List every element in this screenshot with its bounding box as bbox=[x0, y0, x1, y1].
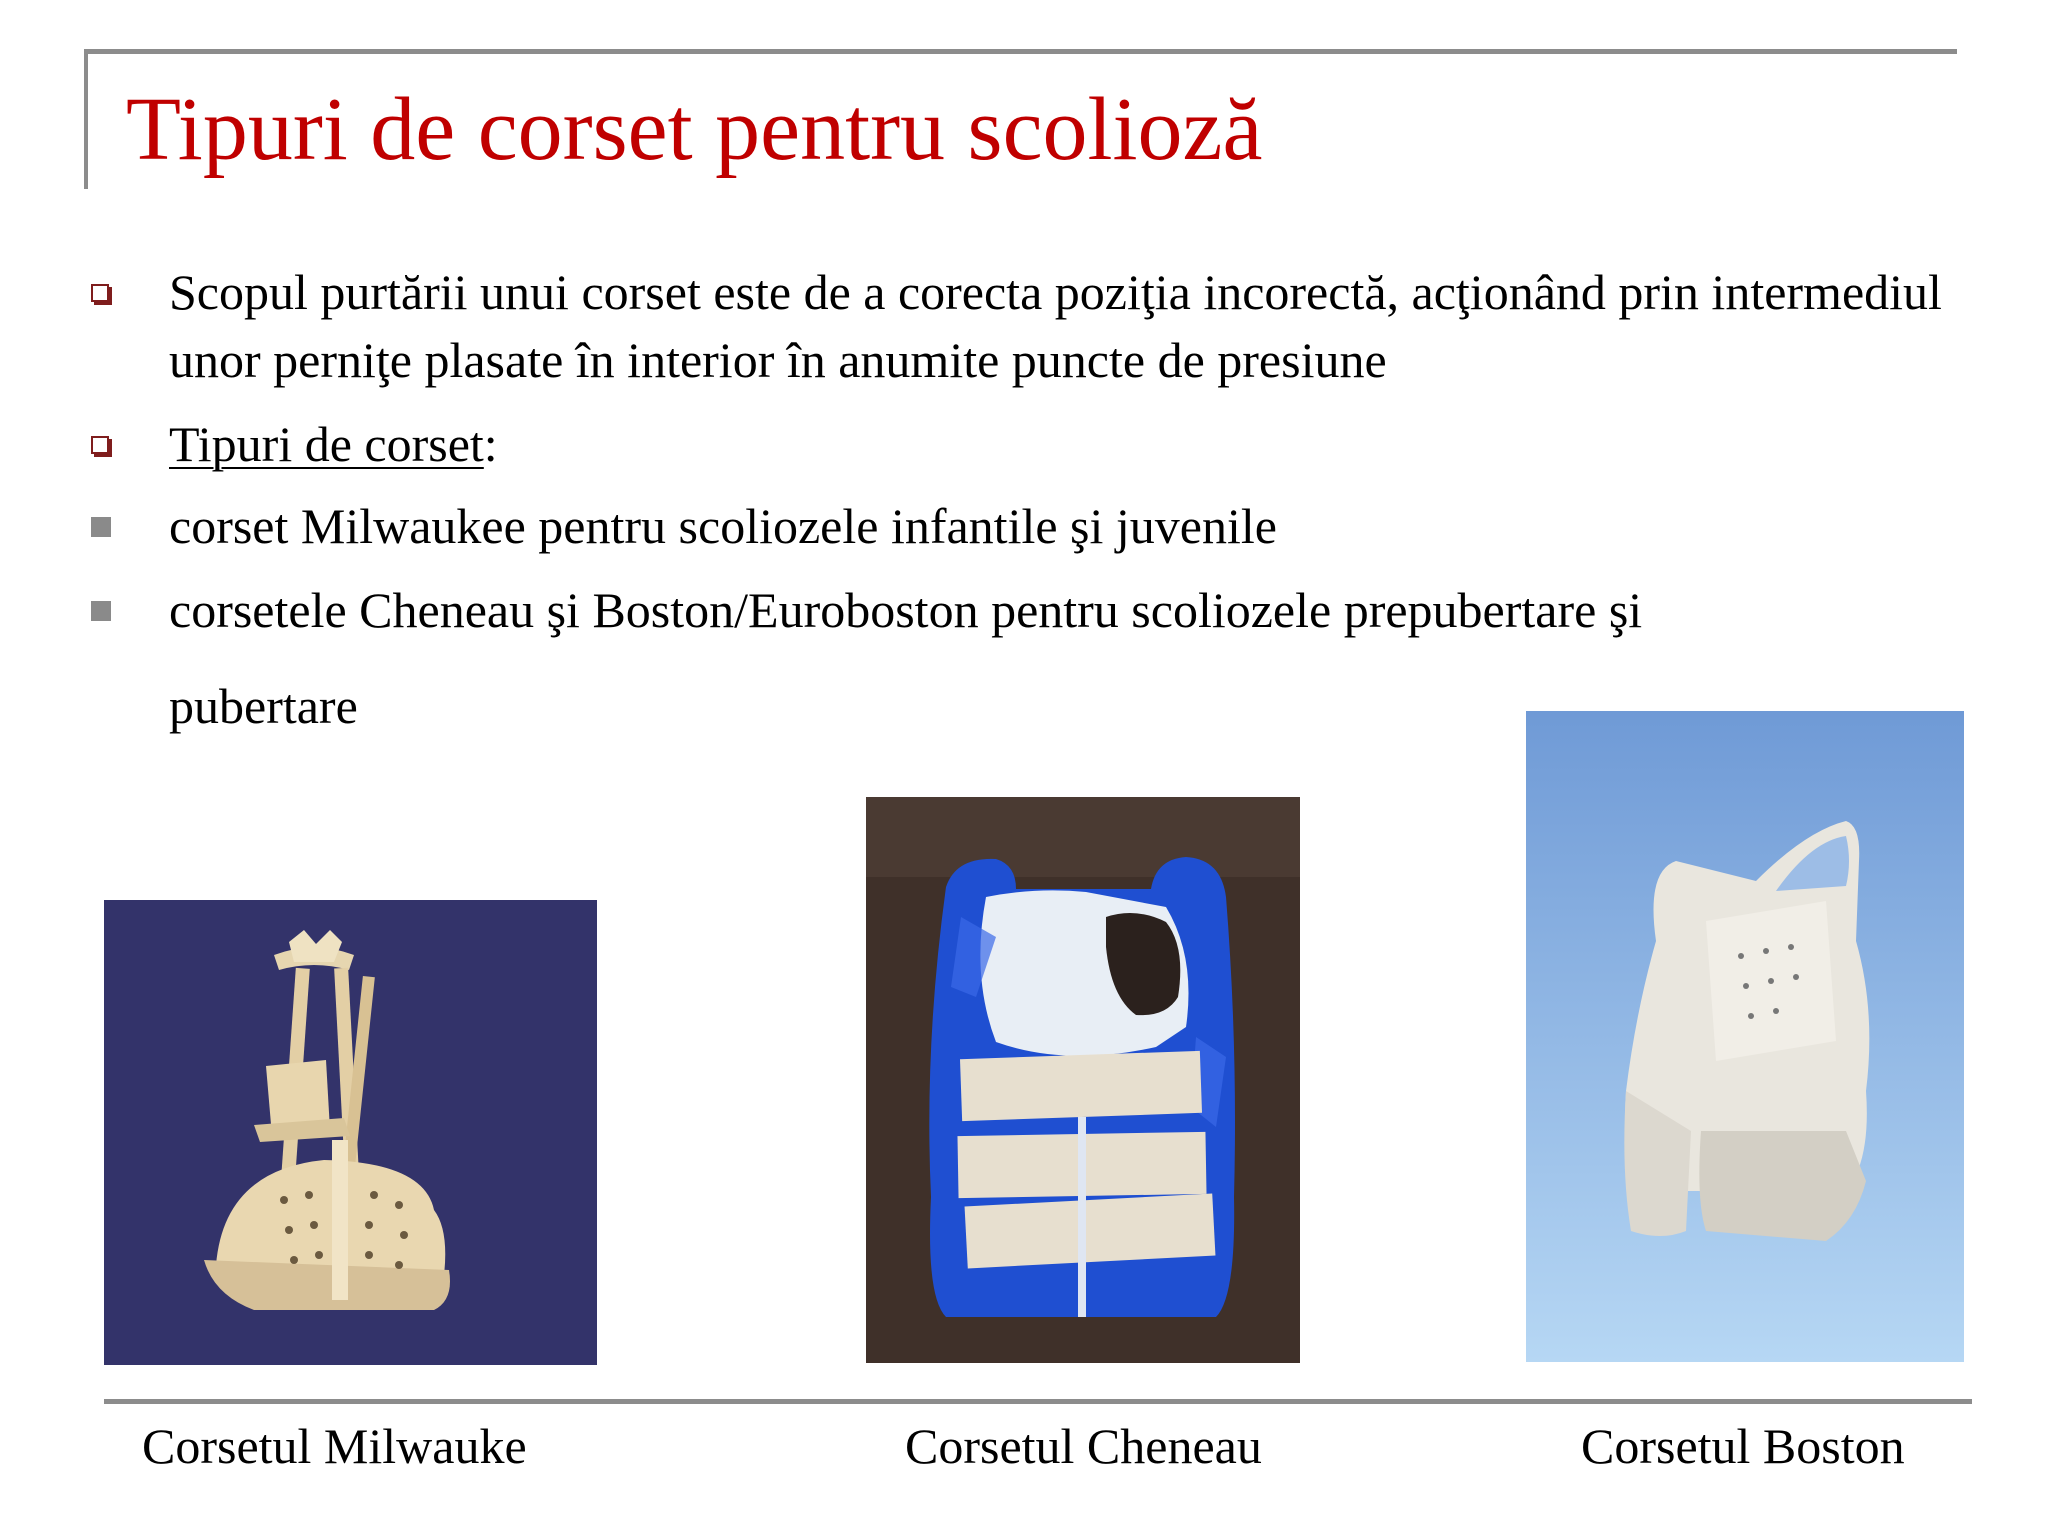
bullet-types-colon: : bbox=[483, 416, 498, 472]
cheneau-brace-photo bbox=[866, 797, 1300, 1363]
boston-brace-photo bbox=[1526, 711, 1964, 1362]
box-bullet-icon bbox=[91, 284, 109, 302]
bullet-types-text: Tipuri de corset bbox=[169, 416, 484, 472]
square-bullet-icon bbox=[91, 601, 111, 621]
square-bullet-icon bbox=[91, 517, 111, 537]
bullet-purpose-text: Scopul purtării unui corset este de a corecta poziţia incorectă, acţionând prin intermediul unor perniţe plasate în interior în anumite puncte de presiune bbox=[169, 264, 1942, 388]
caption-cheneau: Corsetul Cheneau bbox=[905, 1418, 1262, 1474]
slide-title: Tipuri de corset pentru scolioză bbox=[126, 80, 1263, 179]
bottom-divider bbox=[104, 1399, 1972, 1404]
bullet-list bbox=[0, 0, 2048, 760]
milwaukee-brace-photo bbox=[104, 900, 597, 1365]
bullet-milwaukee-text: corset Milwaukee pentru scoliozele infantile şi juvenile bbox=[169, 498, 1277, 554]
caption-boston: Corsetul Boston bbox=[1581, 1418, 1905, 1474]
box-bullet-icon bbox=[91, 436, 109, 454]
bullet-types bbox=[169, 410, 1969, 478]
caption-milwaukee: Corsetul Milwauke bbox=[142, 1418, 527, 1474]
bullet-milwaukee bbox=[169, 492, 1969, 560]
bullet-cheneau-boston-text-line1: corsetele Cheneau şi Boston/Euroboston pentru scoliozele prepubertare şi bbox=[169, 582, 1643, 638]
bullet-cheneau-boston-text-line2: pubertare bbox=[169, 678, 358, 734]
bullet-cheneau-boston bbox=[169, 576, 1969, 644]
bullet-purpose bbox=[169, 258, 1969, 394]
